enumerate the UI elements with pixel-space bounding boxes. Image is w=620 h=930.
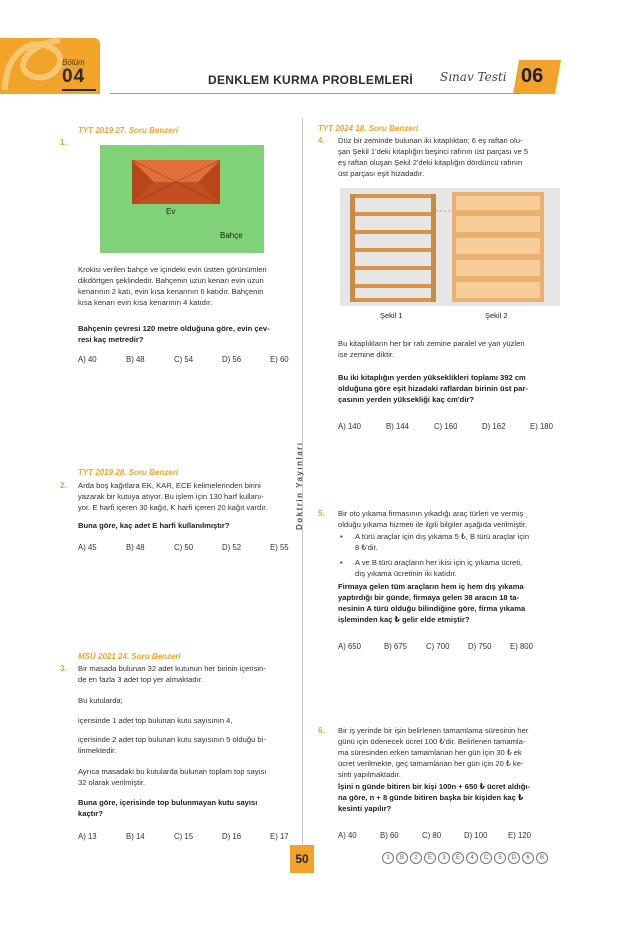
q2-options <box>78 543 289 552</box>
q5-text: Bir oto yıkama firmasının yıkadığı araç türleri ve vermiş olduğu yıkama hizmeti ile ilgili bilgiler aşağıda verilmiştir. <box>338 509 528 529</box>
garden-label: Bahçe <box>220 231 243 240</box>
answer-key-item: 1 <box>382 852 394 864</box>
answer-key-item: C <box>480 852 492 864</box>
q3-option-e[interactable]: E) 17 <box>270 832 289 841</box>
q5-option-b[interactable]: B) 675 <box>384 642 407 651</box>
q1-option-b[interactable]: B) 48 <box>126 355 145 364</box>
q5-option-a[interactable]: A) 650 <box>338 642 361 651</box>
q6-option-e[interactable]: E) 120 <box>508 831 531 840</box>
q6-number: 6. <box>318 726 325 735</box>
q5-bullet-1-text: A türü araçlar için dış yıkama 5 ₺, B türü araçlar için 8 ₺'dir. <box>355 532 530 552</box>
q4-figure <box>340 188 560 322</box>
q2-option-b[interactable]: B) 48 <box>126 543 145 552</box>
q4-question: Bu iki kitaplığın yerden yükseklikleri toplamı 392 cm olduğuna göre eşit hizadaki raflardan birinin üst par- çasının yerden yüksekliği kaç cm'dir? <box>338 373 528 404</box>
q5-option-d[interactable]: D) 750 <box>468 642 492 651</box>
q3-text: Bir masada bulunan 32 adet kutunun her birinin içerisin- de en fazla 3 adet top yer almaktadır. <box>78 664 266 684</box>
publisher-name: Doktrin Yayınları <box>295 441 304 530</box>
answer-key-item: E <box>452 852 464 864</box>
q2-option-e[interactable]: E) 55 <box>270 543 289 552</box>
q5-number: 5. <box>318 509 325 518</box>
q1-option-d[interactable]: D) 56 <box>222 355 242 364</box>
q6-option-c[interactable]: C) 80 <box>422 831 442 840</box>
q6-option-d[interactable]: D) 100 <box>464 831 488 840</box>
test-number: 06 <box>521 65 544 87</box>
q2-number: 2. <box>60 481 67 490</box>
q1-option-a[interactable]: A) 40 <box>78 355 97 364</box>
q5-bullet-2-text: A ve B türü araçların her ikisi için iç yıkama ücreti, dış yıkama ücretinin iki katıdır. <box>355 558 523 578</box>
q3-source: MSÜ 2021 24. Soru Benzeri <box>78 652 181 661</box>
q1-option-e[interactable]: E) 60 <box>270 355 289 364</box>
q4-p2: Bu kitaplıkların her bir rafı zemine paralel ve yan yüzleri ise zemine diktir. <box>338 339 525 359</box>
q4-text: Düz bir zeminde bulunan iki kitaplıktan; 6 eş raftan olu- şan Şekil 1'deki kitaplığın beşinci rafının üst parçası ve 5 eş raftan oluşan Şekil 2'deki kitaplığın dördüncü rafının üst parçası eşit hizadadır. <box>338 136 529 178</box>
q1-text: Krokisi verilen bahçe ve içindeki evin üstten görünümleri dikdörtgen şeklindedir. Bahçenin uzun kenarı evin uzun kenarının 2 katı, evin kısa kenarının 6 katıdır. Bahçenin kısa kenarı evin kısa kenarının 4 katıdır. <box>78 265 267 307</box>
q1-source: TYT 2019 27. Soru Benzeri <box>78 126 179 135</box>
q3-p5: Ayrıca masadaki bu kutularda bulunan toplam top sayısı 32 olarak verilmiştir. <box>78 767 267 787</box>
q2-text: Arda boş kağıtlara EK, KAR, ECE kelimelerinden birini yazarak bir kutuya atıyor. Bu işlem için 130 harf kullanı- yor. E harfi içeren 30 kağıt, K harfi içeren 20 kağıt vardır. <box>78 481 268 512</box>
q2-option-a[interactable]: A) 45 <box>78 543 97 552</box>
q2-question: Buna göre, kaç adet E harfi kullanılmıştır? <box>78 521 230 530</box>
q1-question: Bahçenin çevresi 120 metre olduğuna göre, evin çev- resi kaç metredir? <box>78 324 270 344</box>
q1-option-c[interactable]: C) 54 <box>174 355 194 364</box>
house-label: Ev <box>166 207 176 216</box>
q3-option-a[interactable]: A) 13 <box>78 832 97 841</box>
q3-option-b[interactable]: B) 14 <box>126 832 145 841</box>
q4-option-a[interactable]: A) 140 <box>338 422 361 431</box>
q5-option-c[interactable]: C) 700 <box>426 642 450 651</box>
q3-option-c[interactable]: C) 15 <box>174 832 194 841</box>
q4-option-c[interactable]: C) 160 <box>434 422 458 431</box>
header-rule <box>110 93 520 94</box>
q3-question: Buna göre, içerisinde top bulunmayan kutu sayısı kaçtır? <box>78 798 258 818</box>
q4-option-d[interactable]: D) 162 <box>482 422 506 431</box>
section-label: Bölüm <box>62 58 85 67</box>
answer-key-item: 4 <box>466 852 478 864</box>
q2-source: TYT 2019 28. Soru Benzeri <box>78 468 179 477</box>
q2-option-d[interactable]: D) 52 <box>222 543 242 552</box>
test-label: Sınav Testi <box>440 70 507 84</box>
q3-options <box>78 832 289 841</box>
answer-key-item: 2 <box>410 852 422 864</box>
section-underline <box>62 89 96 91</box>
q3-p3: içerisinde 1 adet top bulunan kutu sayısının 4, <box>78 716 233 725</box>
q4-option-b[interactable]: B) 144 <box>386 422 409 431</box>
q1-figure <box>100 145 264 253</box>
q5-option-e[interactable]: E) 800 <box>510 642 533 651</box>
q3-p4: içerisinde 2 adet top bulunan kutu sayısının 5 olduğu bi- linmektedir. <box>78 735 266 755</box>
q3-option-d[interactable]: D) 16 <box>222 832 242 841</box>
bookcase-2 <box>452 192 544 302</box>
q4-option-e[interactable]: E) 180 <box>530 422 553 431</box>
page-title: DENKLEM KURMA PROBLEMLERİ <box>208 73 414 87</box>
q1-number: 1. <box>60 138 67 147</box>
q6-option-a[interactable]: A) 40 <box>338 831 357 840</box>
q6-text: Bir iş yerinde bir işin belirlenen tamamlama süresinin her günü için ödenecek ücret 100 ₺'dir. Belirlenen tamamla- ma süresinden erken tamamlanan her gün için 30 ₺ ek ücret verilmekte, geç tamamlanan her gün için 20 ₺ ke- sinti yapılmaktadır. <box>338 726 529 779</box>
section-number: 04 <box>62 66 86 87</box>
q4-number: 4. <box>318 136 325 145</box>
q4-source: TYT 2024 18. Soru Benzeri <box>318 124 419 133</box>
q6-question: İşini n günde bitiren bir kişi 100n + 650 ₺ ücret aldığı- na göre, n + 8 günde bitiren başka bir kişiden kaç ₺ kesinti yapılır? <box>338 782 531 813</box>
q5-question: Firmaya gelen tüm araçların hem iç hem dış yıkama yaptırdığı bir günde, firmaya gelen 38 aracın 18 ta- nesinin A türü olduğu bilindiğine göre, firma yıkama işleminden kaç ₺ gelir elde etmiştir? <box>338 582 526 624</box>
answer-key-item: B <box>536 852 548 864</box>
q5-bullet-1: • <box>340 532 343 541</box>
q3-p2: Bu kutularda; <box>78 696 123 705</box>
q5-options <box>338 642 533 651</box>
answer-key-item: 6 <box>522 852 534 864</box>
q6-option-b[interactable]: B) 60 <box>380 831 399 840</box>
q6-options <box>338 831 531 840</box>
q4-options <box>338 422 553 431</box>
house-roof <box>132 160 220 204</box>
figure2-label: Şekil 2 <box>485 311 508 320</box>
page-number: 50 <box>290 845 314 873</box>
figure1-label: Şekil 1 <box>380 311 403 320</box>
answer-key <box>382 852 548 864</box>
q3-number: 3. <box>60 664 67 673</box>
answer-key-item: B <box>396 852 408 864</box>
answer-key-item: 3 <box>438 852 450 864</box>
answer-key-item: 5 <box>494 852 506 864</box>
answer-key-item: E <box>424 852 436 864</box>
q1-options <box>78 355 289 364</box>
publisher-side-label <box>295 420 311 540</box>
answer-key-item: D <box>508 852 520 864</box>
q2-option-c[interactable]: C) 50 <box>174 543 194 552</box>
q5-bullet-2: • <box>340 558 343 567</box>
